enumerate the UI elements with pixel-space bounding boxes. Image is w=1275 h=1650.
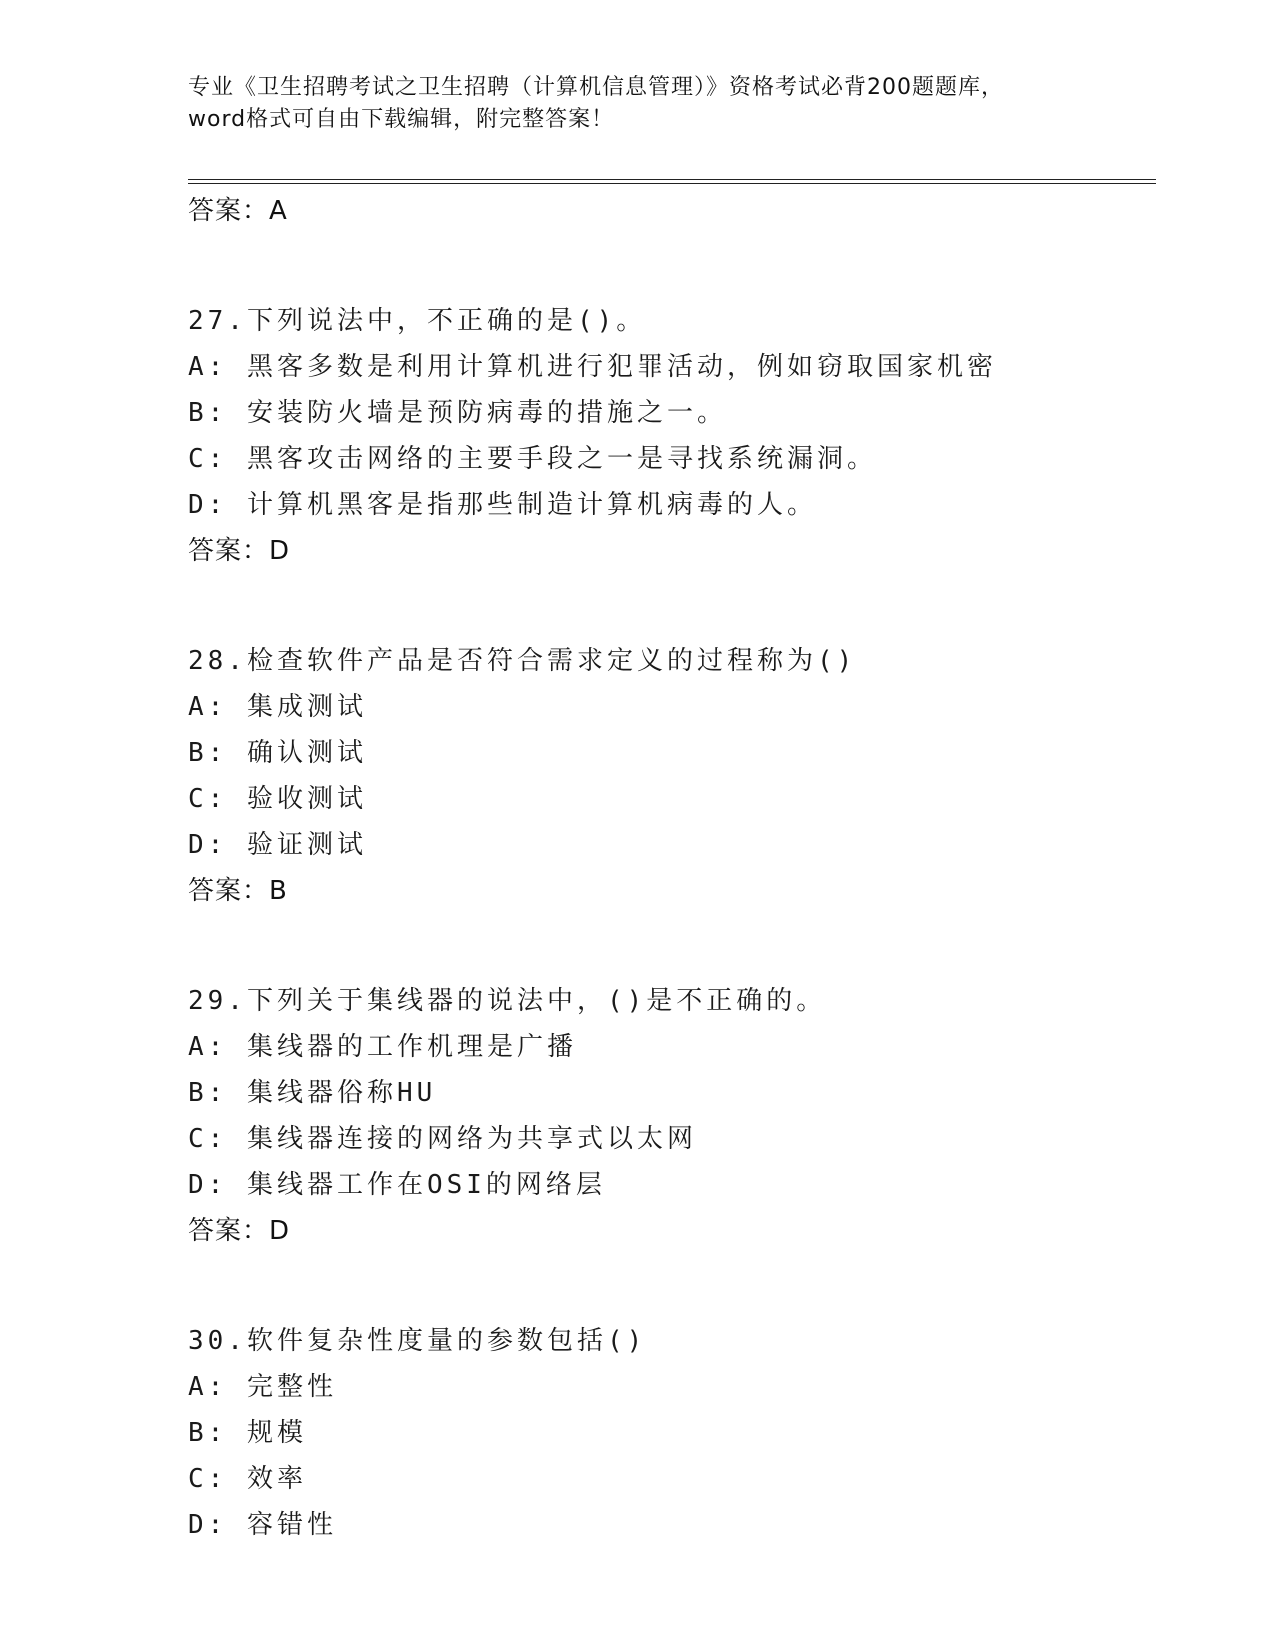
question-stem: 30.软件复杂性度量的参数包括() — [188, 1326, 647, 1356]
option-c: C: 效率 — [188, 1464, 307, 1494]
option-d: D: 验证测试 — [188, 830, 367, 860]
header-divider-top — [188, 179, 1156, 180]
question-28 — [188, 638, 1148, 914]
header-line-1: 专业《卫生招聘考试之卫生招聘（计算机信息管理）》资格考试必背200题题库， — [188, 75, 1004, 100]
option-c: C: 黑客攻击网络的主要手段之一是寻找系统漏洞。 — [188, 444, 877, 474]
answer-label: 答案：A — [188, 196, 288, 226]
answer-label: 答案：B — [188, 876, 288, 906]
answer-label: 答案：D — [188, 1216, 291, 1246]
option-a: A: 集成测试 — [188, 692, 367, 722]
option-d: D: 计算机黑客是指那些制造计算机病毒的人。 — [188, 490, 817, 520]
question-list — [188, 188, 1148, 1548]
option-b: B: 确认测试 — [188, 738, 367, 768]
option-b: B: 规模 — [188, 1418, 307, 1448]
option-d: D: 集线器工作在OSI的网络层 — [188, 1170, 606, 1200]
question-stem: 28.检查软件产品是否符合需求定义的过程称为() — [188, 646, 857, 676]
option-a: A: 集线器的工作机理是广播 — [188, 1032, 577, 1062]
question-30 — [188, 1318, 1148, 1548]
option-a: A: 黑客多数是利用计算机进行犯罪活动，例如窃取国家机密 — [188, 352, 997, 382]
document-header — [188, 72, 1088, 136]
option-b: B: 安装防火墙是预防病毒的措施之一。 — [188, 398, 727, 428]
option-c: C: 集线器连接的网络为共享式以太网 — [188, 1124, 697, 1154]
header-line-2: word格式可自由下载编辑，附完整答案！ — [188, 107, 615, 132]
option-b: B: 集线器俗称HU — [188, 1078, 437, 1108]
option-a: A: 完整性 — [188, 1372, 337, 1402]
option-c: C: 验收测试 — [188, 784, 367, 814]
question-27 — [188, 298, 1148, 574]
question-29 — [188, 978, 1148, 1254]
option-d: D: 容错性 — [188, 1510, 337, 1540]
answer-label: 答案：D — [188, 536, 291, 566]
header-divider-bottom — [188, 183, 1156, 184]
question-stem: 29.下列关于集线器的说法中，()是不正确的。 — [188, 986, 827, 1016]
question-stem: 27.下列说法中，不正确的是()。 — [188, 306, 647, 336]
